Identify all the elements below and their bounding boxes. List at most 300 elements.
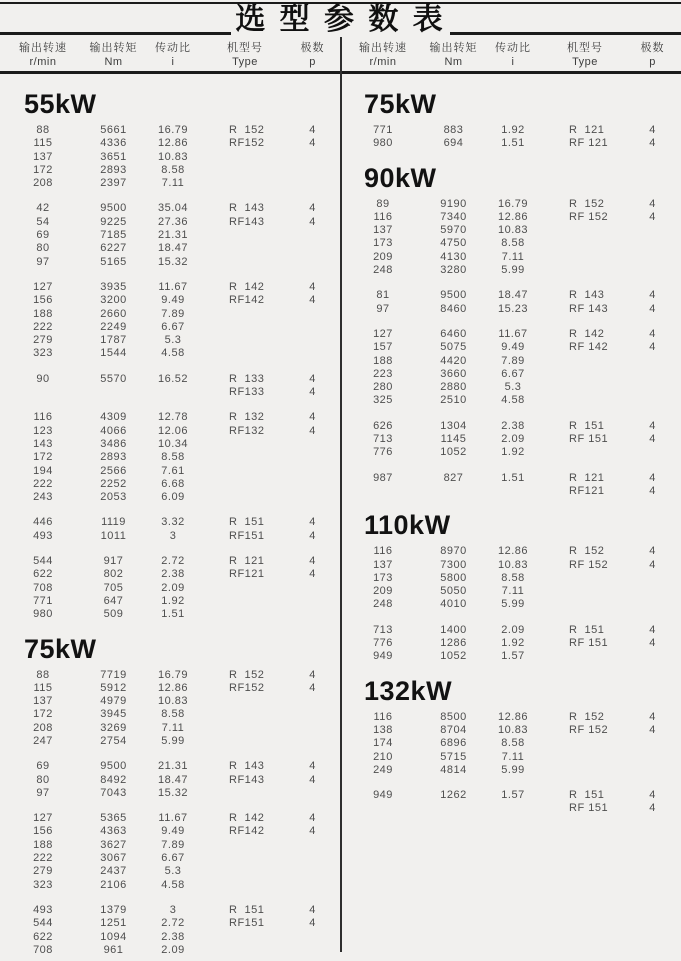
cell-type: [205, 347, 285, 360]
cell-speed: 88: [36, 124, 50, 136]
cell-type: [205, 451, 285, 464]
cell-speed: 622: [33, 930, 53, 943]
table-row: [340, 420, 681, 433]
cell-ratio: 1.57: [501, 789, 525, 802]
cell-torque: 2660: [100, 307, 127, 320]
cell-ratio: 27.36: [157, 215, 189, 228]
cell-speed: 156: [33, 825, 53, 838]
cell-torque: 5970: [440, 224, 467, 237]
cell-type: RF 152: [569, 723, 609, 736]
cell-torque: 7340: [440, 210, 467, 223]
table-row: [0, 321, 340, 334]
cell-speed: 248: [373, 598, 393, 611]
cell-torque: 5075: [440, 341, 467, 354]
table-row: [0, 202, 340, 215]
cell-type: [205, 787, 285, 800]
cell-torque: 3651: [100, 150, 127, 163]
table-row: [0, 137, 340, 150]
cell-type: RF143: [229, 773, 265, 786]
cell-torque: 1094: [100, 930, 127, 943]
column-header-name: 输出转矩: [89, 42, 138, 54]
cell-torque: 9500: [100, 760, 127, 773]
cell-speed: 89: [376, 197, 390, 210]
cell-torque: 827: [443, 471, 464, 484]
cell-type: [545, 394, 625, 407]
column-header-unit: r/min: [369, 56, 397, 68]
cell-poles: [625, 381, 680, 394]
cell-poles: [625, 264, 680, 277]
cell-ratio: 9.49: [161, 294, 185, 307]
cell-torque: 883: [443, 124, 464, 136]
cell-poles: [625, 751, 680, 764]
cell-speed: 172: [33, 708, 53, 721]
cell-torque: 4420: [440, 354, 467, 367]
cell-speed: 80: [36, 773, 50, 786]
row-group: [0, 812, 340, 892]
cell-ratio: 5.99: [501, 264, 525, 277]
row-group: [0, 281, 340, 361]
cell-ratio: 2.38: [161, 930, 185, 943]
column-header-name: 输出转速: [359, 42, 407, 54]
cell-speed: 42: [36, 202, 50, 215]
cell-speed: 174: [373, 737, 393, 750]
table-row: [0, 595, 340, 608]
cell-ratio: 18.47: [497, 289, 529, 302]
cell-speed: 776: [373, 637, 393, 650]
cell-type: [205, 308, 285, 321]
cell-torque: [426, 802, 481, 815]
cell-ratio: 4.58: [161, 347, 185, 360]
cell-ratio: 15.32: [157, 786, 189, 799]
cell-torque: 647: [103, 594, 124, 607]
column-header-name: 输出转速: [19, 42, 67, 54]
cell-speed: 223: [373, 367, 393, 380]
cell-poles: [285, 321, 340, 334]
cell-speed: 279: [33, 865, 53, 878]
cell-ratio: 2.09: [161, 581, 185, 594]
cell-type: R 143: [229, 760, 265, 773]
cell-torque: 2053: [100, 491, 127, 504]
cell-type: [545, 598, 625, 611]
cell-speed: 980: [373, 137, 393, 150]
cell-poles: [285, 491, 340, 504]
cell-poles: 4: [309, 812, 316, 825]
cell-ratio: 2.72: [161, 555, 185, 568]
cell-poles: [625, 764, 680, 777]
cell-ratio: 7.11: [501, 585, 525, 598]
cell-ratio: 15.23: [497, 302, 529, 315]
table-row: [0, 669, 340, 682]
column-header-cell: [426, 41, 481, 69]
table-row: [340, 124, 681, 137]
cell-ratio: 6.67: [501, 367, 525, 380]
cell-type: [545, 355, 625, 368]
cell-speed: 708: [33, 943, 53, 956]
cell-ratio: 8.58: [161, 708, 185, 721]
table-row: [0, 722, 340, 735]
cell-poles: [285, 879, 340, 892]
cell-type: [205, 334, 285, 347]
table-row: [340, 751, 681, 764]
table-row: [340, 341, 681, 354]
cell-speed: 69: [36, 229, 50, 242]
cell-speed: 771: [33, 594, 53, 607]
cell-ratio: 4.58: [161, 878, 185, 891]
cell-poles: [625, 650, 680, 663]
cell-type: RF121: [229, 568, 265, 581]
row-group: [340, 420, 681, 460]
cell-poles: [625, 585, 680, 598]
cell-poles: [285, 931, 340, 944]
table-row: [340, 637, 681, 650]
cell-speed: 622: [33, 568, 53, 581]
cell-speed: 97: [376, 302, 390, 315]
cell-ratio: 9.49: [161, 825, 185, 838]
cell-torque: 2437: [100, 865, 127, 878]
cell-poles: 4: [309, 280, 316, 293]
cell-torque: 7185: [100, 229, 127, 242]
cell-type: [545, 572, 625, 585]
cell-torque: 4750: [440, 237, 467, 250]
cell-speed: 243: [33, 491, 53, 504]
cell-type: [545, 381, 625, 394]
table-row: [340, 764, 681, 777]
column-header-name: 传动比: [155, 42, 191, 54]
table-row: [0, 425, 340, 438]
row-group: [340, 124, 681, 151]
cell-torque: 2252: [100, 477, 127, 490]
table-row: [0, 879, 340, 892]
table-row: [340, 433, 681, 446]
cell-speed: 116: [373, 710, 393, 723]
cell-speed: 127: [33, 812, 53, 825]
cell-torque: 5165: [100, 255, 127, 268]
table-row: [0, 774, 340, 787]
cell-ratio: 10.83: [157, 150, 189, 163]
cell-ratio: 4.58: [501, 394, 525, 407]
cell-type: R 121: [569, 124, 605, 136]
column-header-unit: i: [511, 56, 515, 68]
cell-torque: 1119: [101, 516, 126, 529]
cell-type: [205, 608, 285, 621]
cell-speed: 980: [33, 608, 53, 621]
cell-speed: 987: [373, 471, 393, 484]
cell-type: RF 151: [569, 433, 609, 446]
cell-speed: 127: [33, 280, 53, 293]
cell-type: [545, 585, 625, 598]
cell-ratio: 12.06: [157, 424, 189, 437]
cell-ratio: 2.09: [501, 623, 525, 636]
table-row: [340, 737, 681, 750]
cell-poles: 4: [309, 917, 316, 930]
cell-speed: 208: [33, 721, 53, 734]
cell-speed: 247: [33, 734, 53, 747]
cell-torque: 3627: [100, 838, 127, 851]
table-row: [0, 281, 340, 294]
table-row: [0, 931, 340, 944]
cell-type: [205, 242, 285, 255]
cell-speed: 209: [373, 585, 393, 598]
cell-poles: 4: [649, 623, 656, 636]
cell-type: [205, 944, 285, 957]
column-header-name: 机型号: [567, 42, 603, 54]
column-header-name: 极数: [640, 42, 665, 54]
cell-poles: 4: [649, 789, 656, 802]
cell-poles: 4: [649, 341, 656, 354]
table-row: [340, 211, 681, 224]
cell-ratio: 7.11: [161, 721, 185, 734]
cell-speed: 81: [376, 289, 390, 302]
row-group: [0, 202, 340, 268]
cell-poles: 4: [649, 802, 656, 815]
cell-poles: 4: [649, 210, 656, 223]
cell-torque: 5912: [100, 681, 127, 694]
row-group: [0, 411, 340, 504]
cell-poles: 4: [309, 516, 316, 529]
cell-type: RF 142: [569, 341, 609, 354]
cell-speed: 137: [33, 695, 53, 708]
cell-poles: 4: [309, 681, 316, 694]
cell-ratio: 8.58: [501, 737, 525, 750]
column-header-name: 传动比: [495, 42, 531, 54]
cell-torque: 9225: [100, 215, 127, 228]
table-row: [340, 572, 681, 585]
cell-torque: 2249: [100, 320, 127, 333]
cell-type: [205, 852, 285, 865]
cell-torque: 5715: [440, 750, 467, 763]
cell-torque: 694: [443, 137, 464, 150]
cell-poles: 4: [649, 710, 656, 723]
cell-speed: 544: [33, 555, 53, 568]
cell-torque: 917: [103, 555, 124, 568]
table-row: [340, 485, 681, 498]
cell-speed: 173: [373, 571, 393, 584]
cell-ratio: 7.11: [161, 177, 185, 190]
table-row: [0, 242, 340, 255]
column-header-cell: [86, 41, 141, 69]
cell-ratio: 11.67: [498, 327, 528, 340]
cell-ratio: 16.79: [157, 668, 189, 681]
cell-type: [545, 237, 625, 250]
cell-ratio: 8.58: [501, 237, 525, 250]
cell-type: RF121: [569, 484, 605, 497]
power-section: [0, 635, 340, 958]
cell-ratio: 1.51: [501, 471, 525, 484]
cell-poles: 4: [309, 568, 316, 581]
cell-type: RF151: [229, 917, 265, 930]
cell-ratio: 12.86: [497, 545, 529, 558]
cell-speed: 949: [373, 650, 393, 663]
column-header-cell: [141, 41, 205, 69]
cell-ratio: 1.92: [501, 446, 525, 459]
cell-type: RF142: [229, 825, 265, 838]
table-row: [0, 852, 340, 865]
cell-ratio: 10.34: [157, 437, 189, 450]
cell-speed: 208: [33, 177, 53, 190]
cell-speed: 80: [36, 242, 50, 255]
cell-speed: 172: [33, 451, 53, 464]
cell-poles: [285, 708, 340, 721]
cell-torque: 2566: [100, 464, 127, 477]
cell-torque: 961: [103, 943, 124, 956]
cell-poles: [285, 229, 340, 242]
table-row: [0, 516, 340, 529]
cell-ratio: 10.83: [497, 224, 529, 237]
cell-speed: 713: [373, 433, 393, 446]
cell-type: [205, 695, 285, 708]
cell-torque: 4309: [100, 411, 127, 424]
cell-speed: 249: [373, 763, 393, 776]
cell-poles: [285, 256, 340, 269]
cell-ratio: 12.86: [157, 681, 189, 694]
row-group: [0, 373, 340, 400]
cell-poles: [625, 251, 680, 264]
cell-torque: 4363: [100, 825, 127, 838]
cell-type: [205, 256, 285, 269]
cell-ratio: 3.32: [161, 516, 185, 529]
cell-poles: [285, 852, 340, 865]
cell-ratio: 10.83: [497, 723, 529, 736]
cell-ratio: 6.67: [161, 320, 185, 333]
cell-poles: 4: [649, 302, 656, 315]
table-row: [0, 411, 340, 424]
cell-type: R 152: [569, 545, 605, 558]
cell-poles: [285, 438, 340, 451]
cell-speed: 123: [33, 424, 53, 437]
cell-speed: 143: [33, 437, 53, 450]
row-group: [340, 198, 681, 278]
cell-torque: 9500: [440, 289, 467, 302]
cell-ratio: 15.32: [157, 255, 189, 268]
cell-torque: [426, 485, 481, 498]
cell-torque: 8460: [440, 302, 467, 315]
table-row: [340, 355, 681, 368]
table-row: [340, 585, 681, 598]
power-section: [340, 511, 681, 663]
cell-torque: 5800: [440, 571, 467, 584]
cell-poles: [285, 839, 340, 852]
table-row: [340, 802, 681, 815]
cell-torque: 6227: [100, 242, 127, 255]
cell-torque: 8500: [440, 710, 467, 723]
cell-type: R 151: [569, 789, 605, 802]
cell-poles: 4: [309, 294, 316, 307]
cell-poles: 4: [309, 668, 316, 681]
cell-speed: 713: [373, 623, 393, 636]
table-row: [340, 472, 681, 485]
cell-poles: 4: [649, 433, 656, 446]
table-row: [0, 787, 340, 800]
cell-ratio: 18.47: [157, 242, 189, 255]
cell-ratio: 21.31: [157, 229, 189, 242]
cell-torque: 3280: [440, 264, 467, 277]
row-group: [0, 904, 340, 957]
table-row: [0, 216, 340, 229]
table-row: [0, 825, 340, 838]
table-row: [0, 917, 340, 930]
cell-type: [205, 839, 285, 852]
column-header-name: 输出转矩: [429, 42, 478, 54]
cell-torque: 6460: [440, 327, 467, 340]
cell-poles: [625, 572, 680, 585]
column-header-cell: [205, 41, 285, 69]
cell-poles: [285, 722, 340, 735]
cell-type: [545, 251, 625, 264]
cell-poles: 4: [309, 386, 316, 399]
table-row: [0, 124, 340, 137]
cell-type: RF 151: [569, 802, 609, 815]
cell-torque: [86, 386, 141, 399]
cell-speed: 222: [33, 477, 53, 490]
cell-speed: 97: [36, 255, 50, 268]
cell-ratio: 7.61: [161, 464, 185, 477]
cell-type: [545, 650, 625, 663]
cell-poles: 4: [309, 124, 316, 136]
cell-poles: 4: [309, 760, 316, 773]
column-header-unit: r/min: [29, 56, 57, 68]
cell-poles: [625, 237, 680, 250]
cell-speed: 54: [36, 215, 50, 228]
center-divider: [340, 37, 342, 952]
cell-ratio: 5.99: [501, 598, 525, 611]
cell-ratio: 9.49: [501, 341, 525, 354]
cell-speed: 173: [373, 237, 393, 250]
cell-poles: 4: [309, 202, 316, 215]
cell-poles: 4: [309, 555, 316, 568]
table-row: [340, 224, 681, 237]
table-row: [0, 438, 340, 451]
table-row: [0, 373, 340, 386]
cell-torque: 4979: [100, 695, 127, 708]
table-row: [340, 624, 681, 637]
cell-ratio: 12.86: [157, 137, 189, 150]
cell-poles: 4: [309, 773, 316, 786]
cell-poles: [625, 598, 680, 611]
cell-ratio: 16.79: [157, 124, 189, 136]
table-row: [340, 711, 681, 724]
column-header-unit: p: [649, 56, 656, 68]
cell-speed: 157: [373, 341, 393, 354]
cell-poles: [285, 695, 340, 708]
cell-type: RF 152: [569, 210, 609, 223]
cell-poles: [625, 737, 680, 750]
table-row: [340, 394, 681, 407]
table-row: [0, 735, 340, 748]
cell-torque: 509: [103, 608, 124, 621]
table-row: [340, 598, 681, 611]
cell-speed: 137: [373, 558, 393, 571]
cell-type: R 152: [229, 668, 265, 681]
table-row: [340, 251, 681, 264]
cell-torque: 1286: [440, 637, 467, 650]
table-row: [0, 386, 340, 399]
cell-ratio: 8.58: [501, 571, 525, 584]
cell-ratio: 10.83: [497, 558, 529, 571]
cell-type: RF 152: [569, 558, 609, 571]
cell-type: R 142: [229, 280, 265, 293]
cell-speed: 279: [33, 334, 53, 347]
cell-speed: 137: [33, 150, 53, 163]
column-header-right: [340, 37, 681, 69]
cell-speed: 493: [33, 529, 53, 542]
table-row: [340, 559, 681, 572]
cell-poles: 4: [649, 419, 656, 432]
cell-poles: [625, 394, 680, 407]
title-row: [0, 4, 681, 35]
cell-type: RF 121: [569, 137, 609, 150]
cell-torque: 8492: [100, 773, 127, 786]
cell-speed: 776: [373, 446, 393, 459]
